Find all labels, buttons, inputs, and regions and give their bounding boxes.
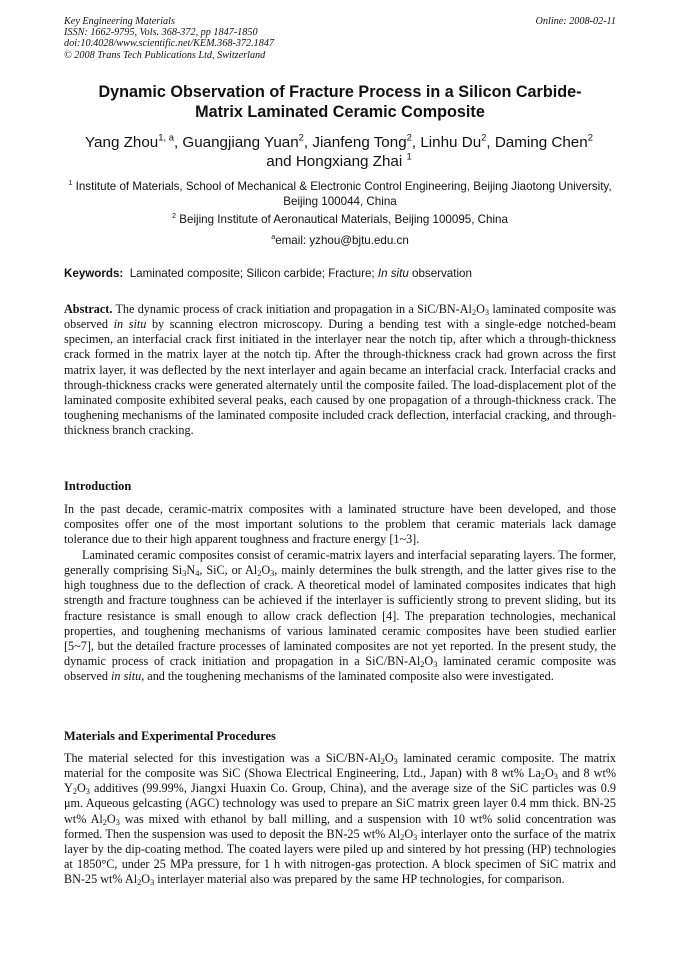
abstract-label: Abstract. (64, 302, 113, 316)
paragraph-text: O (404, 826, 414, 841)
subscript: 4 (195, 569, 200, 579)
paragraph-text: The material selected for this investigation was a SiC/BN-Al (64, 751, 381, 765)
doi-line: doi:10.4028/www.scientific.net/KEM.368-372.1847 (64, 38, 275, 50)
author-list (56, 133, 622, 171)
issn-line: ISSN: 1662-9795, Vols. 368-372, pp 1847-1850 (64, 27, 258, 39)
subscript: 2 (380, 757, 385, 767)
paragraph-text: interlayer material also was prepared by the same HP technologies, for comparison. (154, 872, 565, 887)
abstract-text: O (476, 302, 485, 316)
author-affil-mark: 1, a (158, 131, 174, 143)
subscript: 3 (270, 569, 275, 579)
paragraph-text: , mainly determines the bulk strength, and the latter gives rise to the high toughness due to the deflection of crack. A theoretical model of laminated composites indicates that high strength and fracture toughness can be achieved if the interlayer is sufficiently strong to prevent sliding, but its fracture resistance is small enough to allow crack deflection [4]. The preparation technologies, mechanical properties, and toughening mechanisms of various laminated ceramic composites have been studied earlier [5~7], but the detailed fracture processes of laminated composites are not yet reported. In the present study, the dynamic process of crack initiation and propagation in a SiC/BN-Al (64, 563, 617, 669)
subscript: 3 (484, 308, 490, 318)
subscript: 3 (393, 757, 398, 767)
subscript: 3 (150, 878, 155, 888)
subscript: 2 (420, 660, 425, 670)
materials-heading: Materials and Experimental Procedures (64, 729, 276, 743)
abstract-italic: in situ (113, 317, 147, 332)
author-affil-mark: 2 (406, 131, 412, 143)
subscript: 2 (137, 878, 142, 888)
keywords-italic: In situ (377, 267, 409, 280)
affiliation-1-mark: 1 (68, 177, 73, 187)
author-separator: , (173, 134, 183, 151)
keywords-text-end: observation (408, 267, 472, 280)
author-affil-mark: 2 (481, 131, 487, 143)
journal-header (64, 16, 616, 61)
subscript: 2 (471, 308, 477, 318)
author-name: Hongxiang Zhai (295, 153, 403, 170)
online-date: Online: 2008-02-11 (535, 16, 616, 27)
introduction-paragraph-1: In the past decade, ceramic-matrix composites with a laminated structure have been developed, and those composites offer one of the most important solutions to the problem that ceramic materials lack damage tolerance due to their high apparent toughness and fracture energy [1~3]. (64, 502, 616, 547)
paragraph-text: laminated ceramic composite. The matrix material for the composite was SiC (Showa Electrical Engineering, Ltd., Japan) with 8 wt% La (64, 751, 616, 781)
email-text: email: yzhou@bjtu.edu.cn (275, 234, 409, 247)
author-separator: , (486, 134, 495, 151)
paragraph-text: and 8 wt% Y (64, 766, 617, 796)
subscript: 3 (85, 787, 90, 797)
author-and: and (266, 153, 296, 170)
author-affil-mark: 2 (298, 131, 304, 143)
materials-paragraph (64, 751, 616, 887)
keywords-label: Keywords: (64, 267, 124, 280)
paragraph-text: , SiC, or Al (199, 563, 258, 578)
subscript: 2 (72, 787, 77, 797)
paragraph-text: additives (99.99%, Jiangxi Huaxin Co. Group, China), and the average size of the SiC particles was 0.9 μm. Aqueous gelcasting (AGC) technology was used to prepare an SiC matrix green layer 0.4 mm thick. BN-25 wt% Al (64, 781, 616, 826)
abstract-text: laminated composite was observed (64, 302, 617, 332)
paragraph-text: O (141, 872, 151, 887)
paragraph-text: O (106, 811, 116, 826)
author-name: Linhu Du (420, 134, 482, 151)
author-name: Jianfeng Tong (312, 134, 407, 151)
title-line-2: Matrix Laminated Ceramic Composite (195, 103, 485, 121)
author-name: Daming Chen (494, 134, 588, 151)
subscript: 2 (102, 817, 107, 827)
abstract-text: by scanning electron microscopy. During a bending test with a single-edge notched-beam specimen, an interfacial crack first initiated in the interlayer near the notch tip, after which a through-thickness crack formed in the matrix layer at the notch tip. After the through-thickness crack had grown across the first matrix layer, it was deflected by the next interlayer and again became an interfacial crack. Interfacial cracks and through-thickness cracks were generated alternately until the composite failed. The load-displacement plot of the laminated composite exhibited several peaks, each caused by one propagation of a through-thickness crack. The toughening mechanisms of the laminated composite included crack deflection, interfacial cracking, and through-thickness branch cracking. (64, 317, 617, 438)
paper-title (64, 82, 616, 122)
paragraph-text: interlayer onto the surface of the matrix layer by the dip-coating method. The coated layers were piled up and sintered by hot pressing (HP) technologies at 1850°C, under 25 MPa pressure, for 1 h with nitrogen-gas protection. A block specimen of SiC matrix and BN-25 wt% Al (64, 826, 616, 887)
paragraph-text: O (384, 751, 394, 765)
introduction-paragraph-2 (64, 548, 616, 684)
affiliation-2-mark: 2 (172, 210, 177, 220)
paragraph-text: laminated ceramic composite was observed (64, 654, 616, 684)
paragraph-italic: in situ (111, 669, 142, 684)
subscript: 3 (413, 832, 418, 842)
affiliation-2-text: Beijing Institute of Aeronautical Materials, Beijing 100095, China (179, 213, 508, 226)
paragraph-text: O (261, 563, 271, 578)
email-mark: a (271, 231, 276, 241)
author-affil-mark: 2 (587, 131, 593, 143)
affiliation-2 (64, 212, 616, 227)
paragraph-text: N (186, 563, 196, 578)
author-name: Yang Zhou (85, 134, 159, 151)
affiliation-1-text: Institute of Materials, School of Mechanical & Electronic Control Engineering, Beijing Jiaotong University, Beijing 100044, China (75, 180, 612, 208)
paragraph-text: Laminated ceramic composites consist of ceramic-matrix layers and interfacial separating layers. The former, generally comprising Si (64, 548, 616, 578)
paragraph-text: was mixed with ethanol by ball milling, and a suspension with 10 wt% solid concentration was formed. Then the suspension was used to deposit the BN-25 wt% Al (64, 811, 616, 841)
author-affil-mark: 1 (406, 150, 412, 162)
affiliation-1 (64, 179, 616, 209)
paragraph-text: , and the toughening mechanisms of the laminated composite also were investigated. (141, 669, 554, 684)
subscript: 2 (400, 832, 405, 842)
journal-name: Key Engineering Materials (64, 16, 175, 27)
introduction-heading: Introduction (64, 479, 132, 493)
abstract (64, 302, 616, 438)
paragraph-text: O (544, 766, 554, 781)
subscript: 2 (257, 569, 262, 579)
author-separator: , (411, 134, 421, 151)
author-name: Guangjiang Yuan (182, 134, 299, 151)
keywords-text: Laminated composite; Silicon carbide; Fracture; (129, 267, 378, 280)
paragraph-text: O (424, 654, 434, 669)
subscript: 3 (553, 772, 558, 782)
keywords (64, 266, 616, 281)
subscript: 2 (540, 772, 545, 782)
paragraph-text: O (76, 781, 86, 796)
author-email (64, 233, 616, 248)
subscript: 3 (182, 569, 187, 579)
abstract-text: The dynamic process of crack initiation and propagation in a SiC/BN-Al (112, 302, 472, 316)
title-line-1: Dynamic Observation of Fracture Process in a Silicon Carbide- (98, 83, 582, 101)
author-separator: , (303, 134, 313, 151)
copyright-line: © 2008 Trans Tech Publications Ltd, Switzerland (64, 49, 266, 61)
subscript: 3 (115, 817, 120, 827)
subscript: 3 (433, 660, 438, 670)
